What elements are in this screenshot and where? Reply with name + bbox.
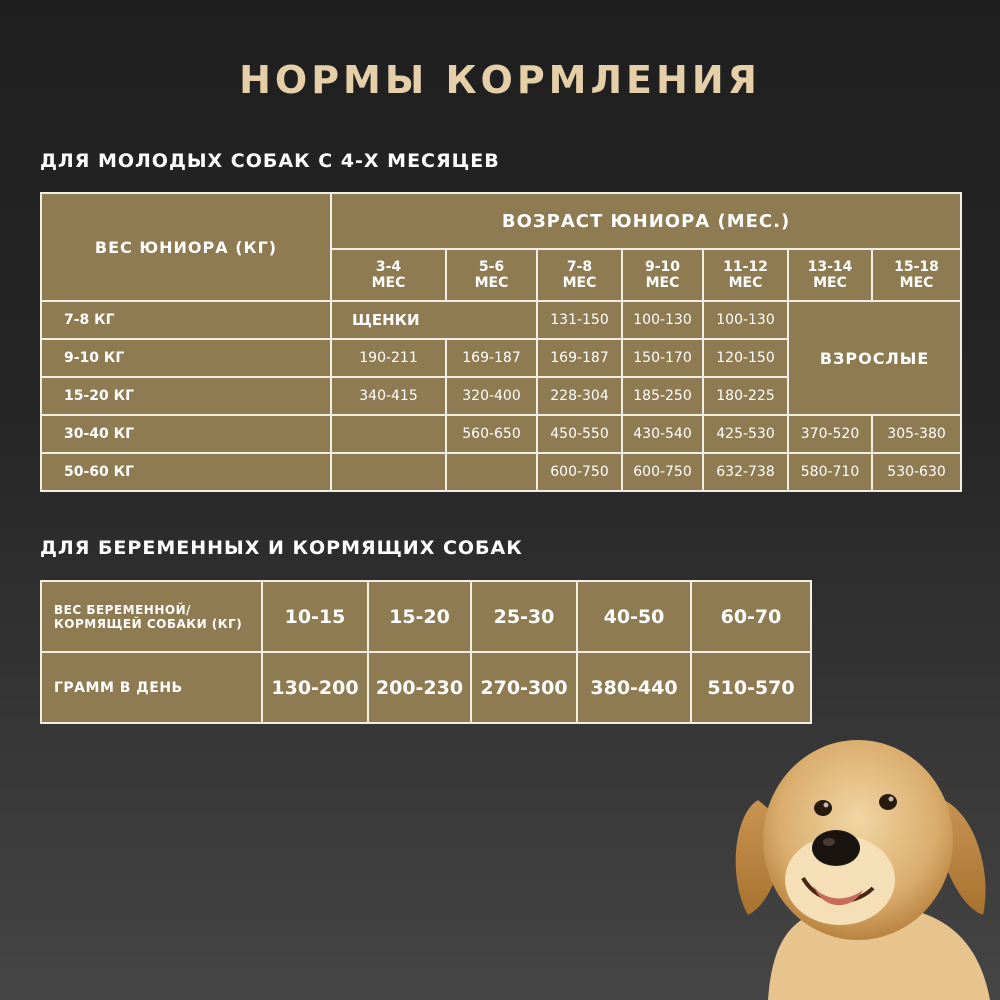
table-cell: 228-304 (537, 377, 622, 415)
table-cell: 600-750 (537, 453, 622, 491)
table-cell: 25-30 (471, 581, 577, 652)
puppies-label: ЩЕНКИ (331, 301, 537, 339)
row-weight-label: 30-40 КГ (41, 415, 331, 453)
month-header-13-14: 13-14 МЕС (788, 249, 872, 301)
table-row (41, 301, 961, 339)
age-column-header: ВОЗРАСТ ЮНИОРА (МЕС.) (331, 193, 961, 249)
table-cell: 600-750 (622, 453, 703, 491)
table-cell: 200-230 (368, 652, 471, 723)
row-weight-label: 9-10 КГ (41, 339, 331, 377)
table-cell: 580-710 (788, 453, 872, 491)
table-cell: 15-20 (368, 581, 471, 652)
table-cell (446, 453, 537, 491)
adults-label: ВЗРОСЛЫЕ (788, 301, 961, 415)
month-header-5-6: 5-6 МЕС (446, 249, 537, 301)
table-cell: 131-150 (537, 301, 622, 339)
table-row (41, 453, 961, 491)
table-row (41, 581, 811, 652)
table-cell: 510-570 (691, 652, 811, 723)
table-cell: 340-415 (331, 377, 446, 415)
month-header-9-10: 9-10 МЕС (622, 249, 703, 301)
table-cell: 169-187 (446, 339, 537, 377)
table-row (41, 652, 811, 723)
junior-feeding-table (40, 192, 962, 492)
page-title: НОРМЫ КОРМЛЕНИЯ (239, 58, 761, 102)
row-weight-label: 50-60 КГ (41, 453, 331, 491)
table-cell: 370-520 (788, 415, 872, 453)
table-cell: 10-15 (262, 581, 368, 652)
table-row (41, 415, 961, 453)
pregnant-feeding-table (40, 580, 812, 724)
row-weight-label: 15-20 КГ (41, 377, 331, 415)
table-cell: 190-211 (331, 339, 446, 377)
table-cell: 180-225 (703, 377, 788, 415)
table-cell: 60-70 (691, 581, 811, 652)
table-cell: 560-650 (446, 415, 537, 453)
month-header-11-12: 11-12 МЕС (703, 249, 788, 301)
table-cell: 40-50 (577, 581, 691, 652)
table-cell: 270-300 (471, 652, 577, 723)
table-cell: 425-530 (703, 415, 788, 453)
row-weight-label: 7-8 КГ (41, 301, 331, 339)
table-cell: 150-170 (622, 339, 703, 377)
table-cell: 430-540 (622, 415, 703, 453)
table-cell: 120-150 (703, 339, 788, 377)
weight-column-header: ВЕС ЮНИОРА (КГ) (41, 193, 331, 301)
table-cell: 100-130 (703, 301, 788, 339)
table-cell: 632-738 (703, 453, 788, 491)
table-cell: 169-187 (537, 339, 622, 377)
table-cell: 380-440 (577, 652, 691, 723)
table-cell (331, 415, 446, 453)
puppy-image (728, 730, 1000, 1000)
pregnant-weight-label: ВЕС БЕРЕМЕННОЙ/ КОРМЯЩЕЙ СОБАКИ (КГ) (41, 581, 262, 652)
month-header-15-18: 15-18 МЕС (872, 249, 961, 301)
table-cell: 305-380 (872, 415, 961, 453)
table-cell: 100-130 (622, 301, 703, 339)
table-cell: 320-400 (446, 377, 537, 415)
pregnant-section-heading: ДЛЯ БЕРЕМЕННЫХ И КОРМЯЩИХ СОБАК (40, 537, 523, 559)
table-cell: 185-250 (622, 377, 703, 415)
table-cell: 130-200 (262, 652, 368, 723)
table-cell: 530-630 (872, 453, 961, 491)
junior-section-heading: ДЛЯ МОЛОДЫХ СОБАК С 4-Х МЕСЯЦЕВ (40, 150, 500, 172)
table-cell (331, 453, 446, 491)
table-cell: 450-550 (537, 415, 622, 453)
grams-per-day-label: ГРАММ В ДЕНЬ (41, 652, 262, 723)
month-header-7-8: 7-8 МЕС (537, 249, 622, 301)
month-header-3-4: 3-4 МЕС (331, 249, 446, 301)
